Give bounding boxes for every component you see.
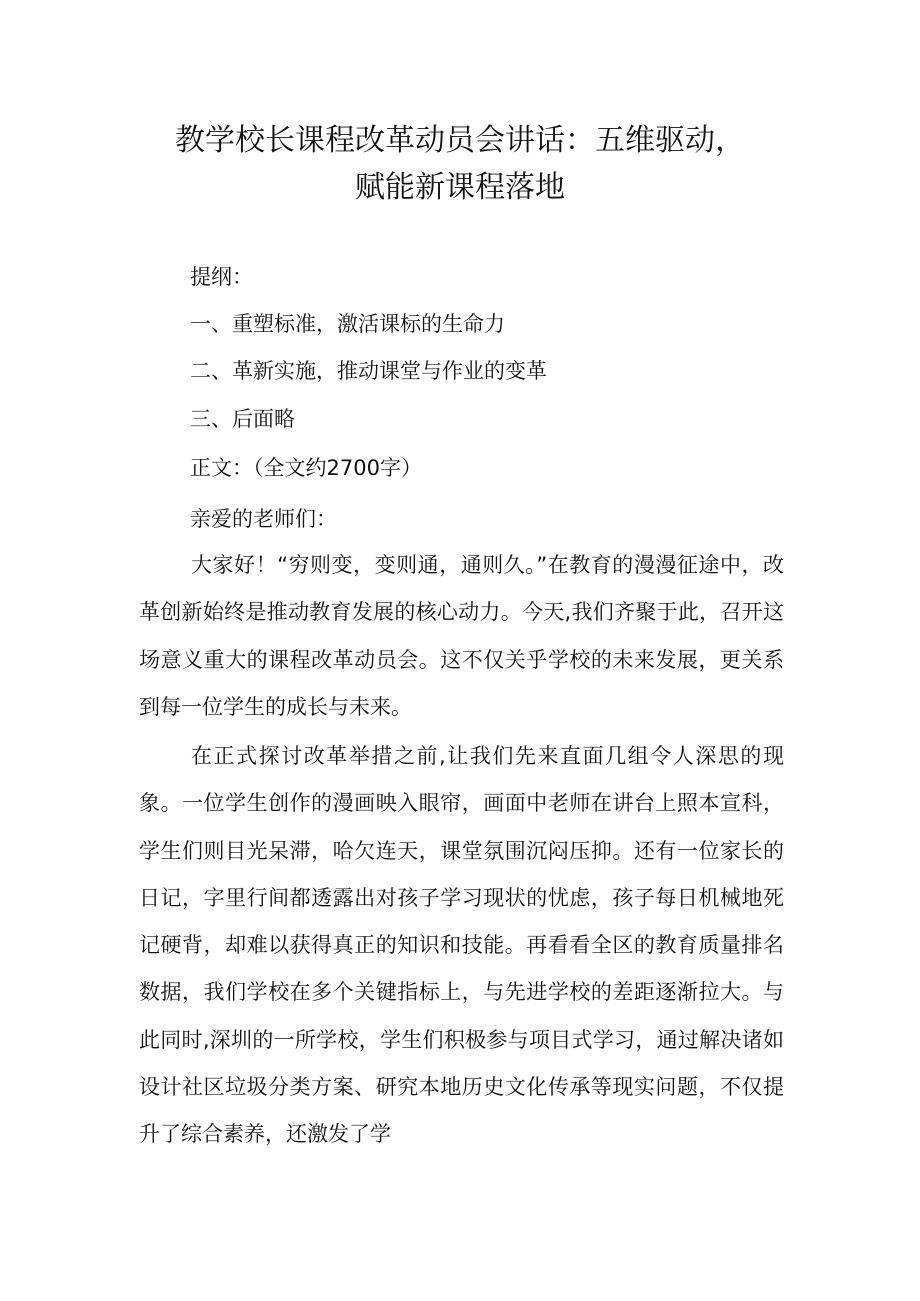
paragraph-1: 大家好！“穷则变，变则通，通则久。”在教育的漫漫征途中，改革创新始终是推动教育发展的核心动力。今天,我们齐聚于此，召开这场意义重大的课程改革动员会。这不仅关乎学校的未来发展，更关系到每一位学生的成长与未来。 bbox=[139, 553, 784, 719]
outline-item-3: 三、后面略 bbox=[190, 407, 295, 431]
document-title-line-1: 教学校长课程改革动员会讲话：五维驱动， bbox=[175, 123, 745, 158]
greeting: 亲爱的老师们： bbox=[190, 507, 337, 531]
paragraph-2: 在正式探讨改革举措之前,让我们先来直面几组令人深思的现象。一位学生创作的漫画映入眼帘，画面中老师在讲台上照本宣科，学生们则目光呆滞，哈欠连天，课堂氛围沉闷压抑。还有一位家长的日记，字里行间都透露出对孩子学习现状的忧虑，孩子每日机械地死记硬背，却难以获得真正的知识和技能。再看看全区的教育质量排名数据，我们学校在多个关键指标上，与先进学校的差距逐渐拉大。与此同时,深圳的一所学校，学生们积极参与项目式学习，通过解决诸如设计社区垃圾分类方案、研究本地历史文化传承等现实问题，不仅提升了综合素养，还激发了学 bbox=[139, 744, 784, 1147]
outline-label: 提纲： bbox=[190, 265, 253, 289]
body-label: 正文：（全文约2700字） bbox=[190, 456, 422, 480]
outline-item-2: 二、革新实施，推动课堂与作业的变革 bbox=[190, 359, 547, 383]
document-title-line-2: 赋能新课程落地 bbox=[355, 170, 565, 205]
outline-item-1: 一、重塑标准，激活课标的生命力 bbox=[190, 312, 505, 336]
